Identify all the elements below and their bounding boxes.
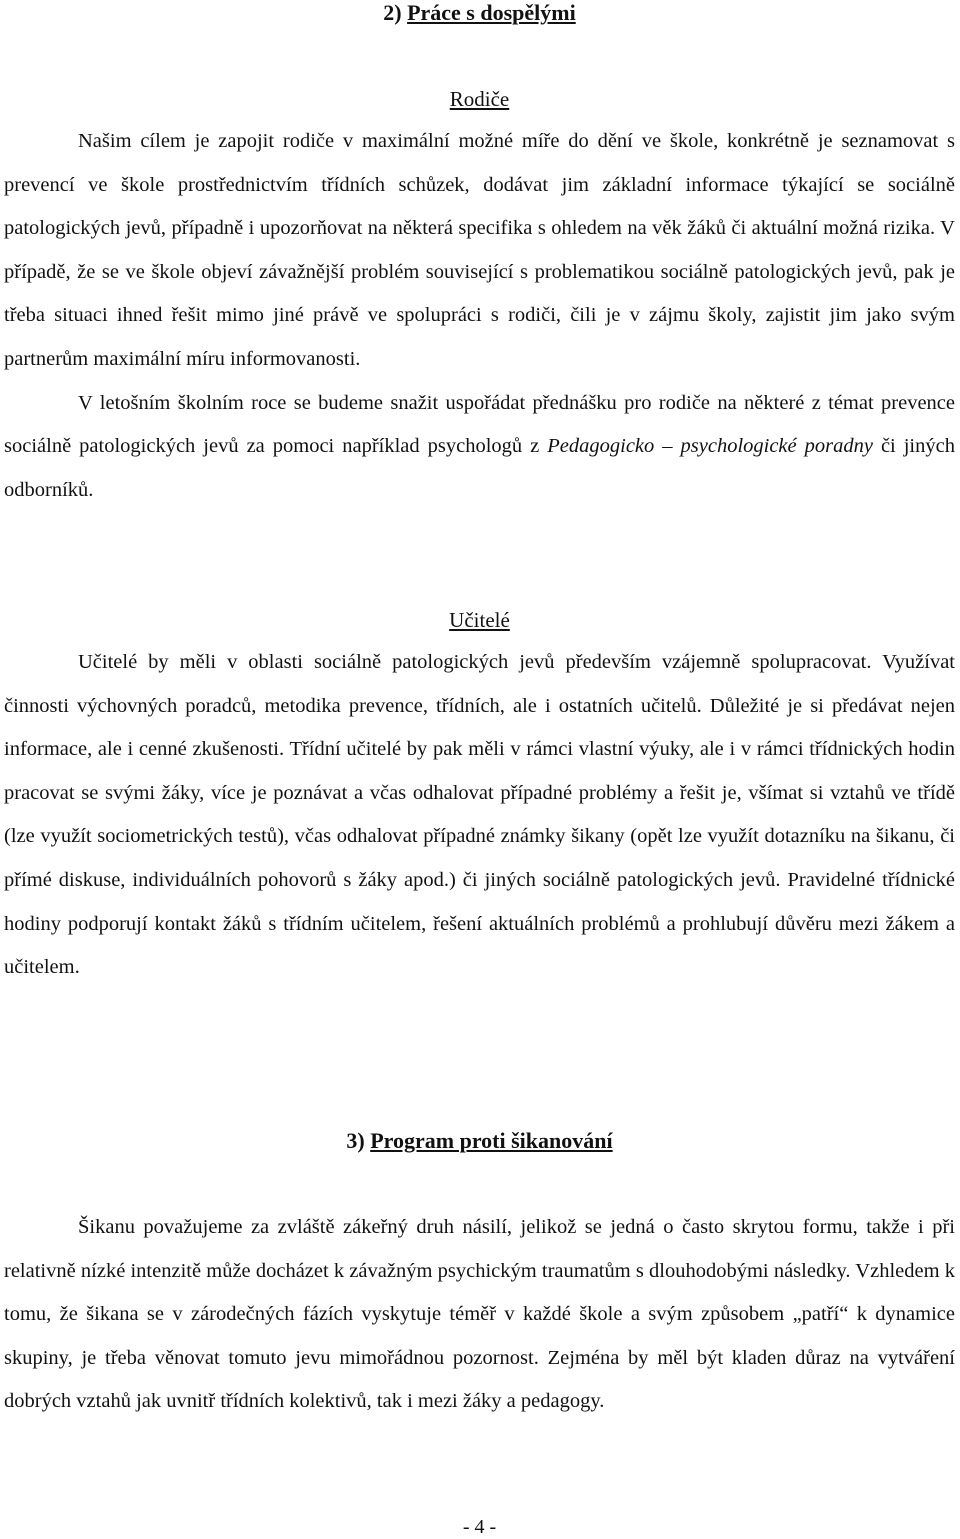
teachers-paragraph: Učitelé by měli v oblasti sociálně patologických jevů především vzájemně spolupracovat. Využívat činnosti výchovných poradců, metodika prevence, třídních, ale i ostatních učitelů. Důležité je si předávat nejen informace, ale i cenné zkušenosti. Třídní učitelé by pak měli v rámci vlastní výuky, ale i v rámci třídnických hodin pracovat se svými žáky, více je poznávat a včas odhalovat případné problémy a řešit je, všímat si vztahů ve třídě (lze využít sociometrických testů), včas odhalovat případné známky šikany (opět lze využít dotazníku na šikanu, či přímé diskuse, individuálních pohovorů s žáky apod.) či jiných sociálně patologických jevů. Pravidelné třídnické hodiny podporují kontakt žáků s třídním učitelem, řešení aktuálních problémů a prohlubují důvěru mezi žákem a učitelem. — [4, 651, 955, 979]
anti-bullying-paragraph: Šikanu považujeme za zvláště zákeřný druh násilí, jelikož se jedná o často skrytou formu, takže i při relativně nízké intenzitě může docházet k závažným psychickým traumatům s dlouhodobými následky. Vzhledem k tomu, že šikana se v zárodečných fázích vyskytuje téměř v každé škole a svým způsobem „patří“ k dynamice skupiny, je třeba věnovat tomuto jevu mimořádnou pozornost. Zejména by měl být kladen důraz na vytváření dobrých vztahů jak uvnitř třídních kolektivů, tak i mezi žáky a pedagogy. — [4, 1216, 955, 1413]
teachers-section — [4, 641, 955, 990]
parents-paragraph-2 — [4, 382, 955, 513]
parents-paragraph-1: Našim cílem je zapojit rodiče v maximální možné míře do dění ve škole, konkrétně je seznamovat s prevencí ve škole prostřednictvím třídních schůzek, dodávat jim základní informace týkající se sociálně patologických jevů, případně i upozorňovat na některá specifika s ohledem na věk žáků či aktuální možná rizika. V případě, že se ve škole objeví závažnější problém související s problematikou sociálně patologických jevů, pak je třeba situaci ihned řešit mimo jiné právě ve spolupráci s rodiči, čili je v zájmu školy, zajistit jim jako svým partnerům maximální míru informovanosti. — [4, 130, 955, 370]
section-number: 3) — [346, 1128, 365, 1153]
parents-paragraph-2-end: či jiných odborníků. — [4, 435, 955, 501]
section-heading-work-with-adults — [4, 0, 955, 26]
section-title: Program proti šikanování — [370, 1128, 613, 1153]
counseling-center-name: Pedagogicko – psychologické poradny — [547, 435, 873, 458]
subheading-teachers: Učitelé — [449, 608, 510, 632]
anti-bullying-section — [4, 1206, 955, 1424]
section-number: 2) — [383, 0, 402, 25]
parents-section — [4, 120, 955, 512]
parents-paragraph-2-start: V letošním školním roce se budeme snažit uspořádat přednášku pro rodiče na některé z témat prevence sociálně patologických jevů za pomoci například psychologů z — [4, 391, 955, 458]
section-title: Práce s dospělými — [407, 0, 576, 25]
subheading-parents: Rodiče — [449, 87, 510, 111]
page-number: - 4 - — [462, 1516, 497, 1538]
section-heading-anti-bullying — [4, 1128, 955, 1154]
